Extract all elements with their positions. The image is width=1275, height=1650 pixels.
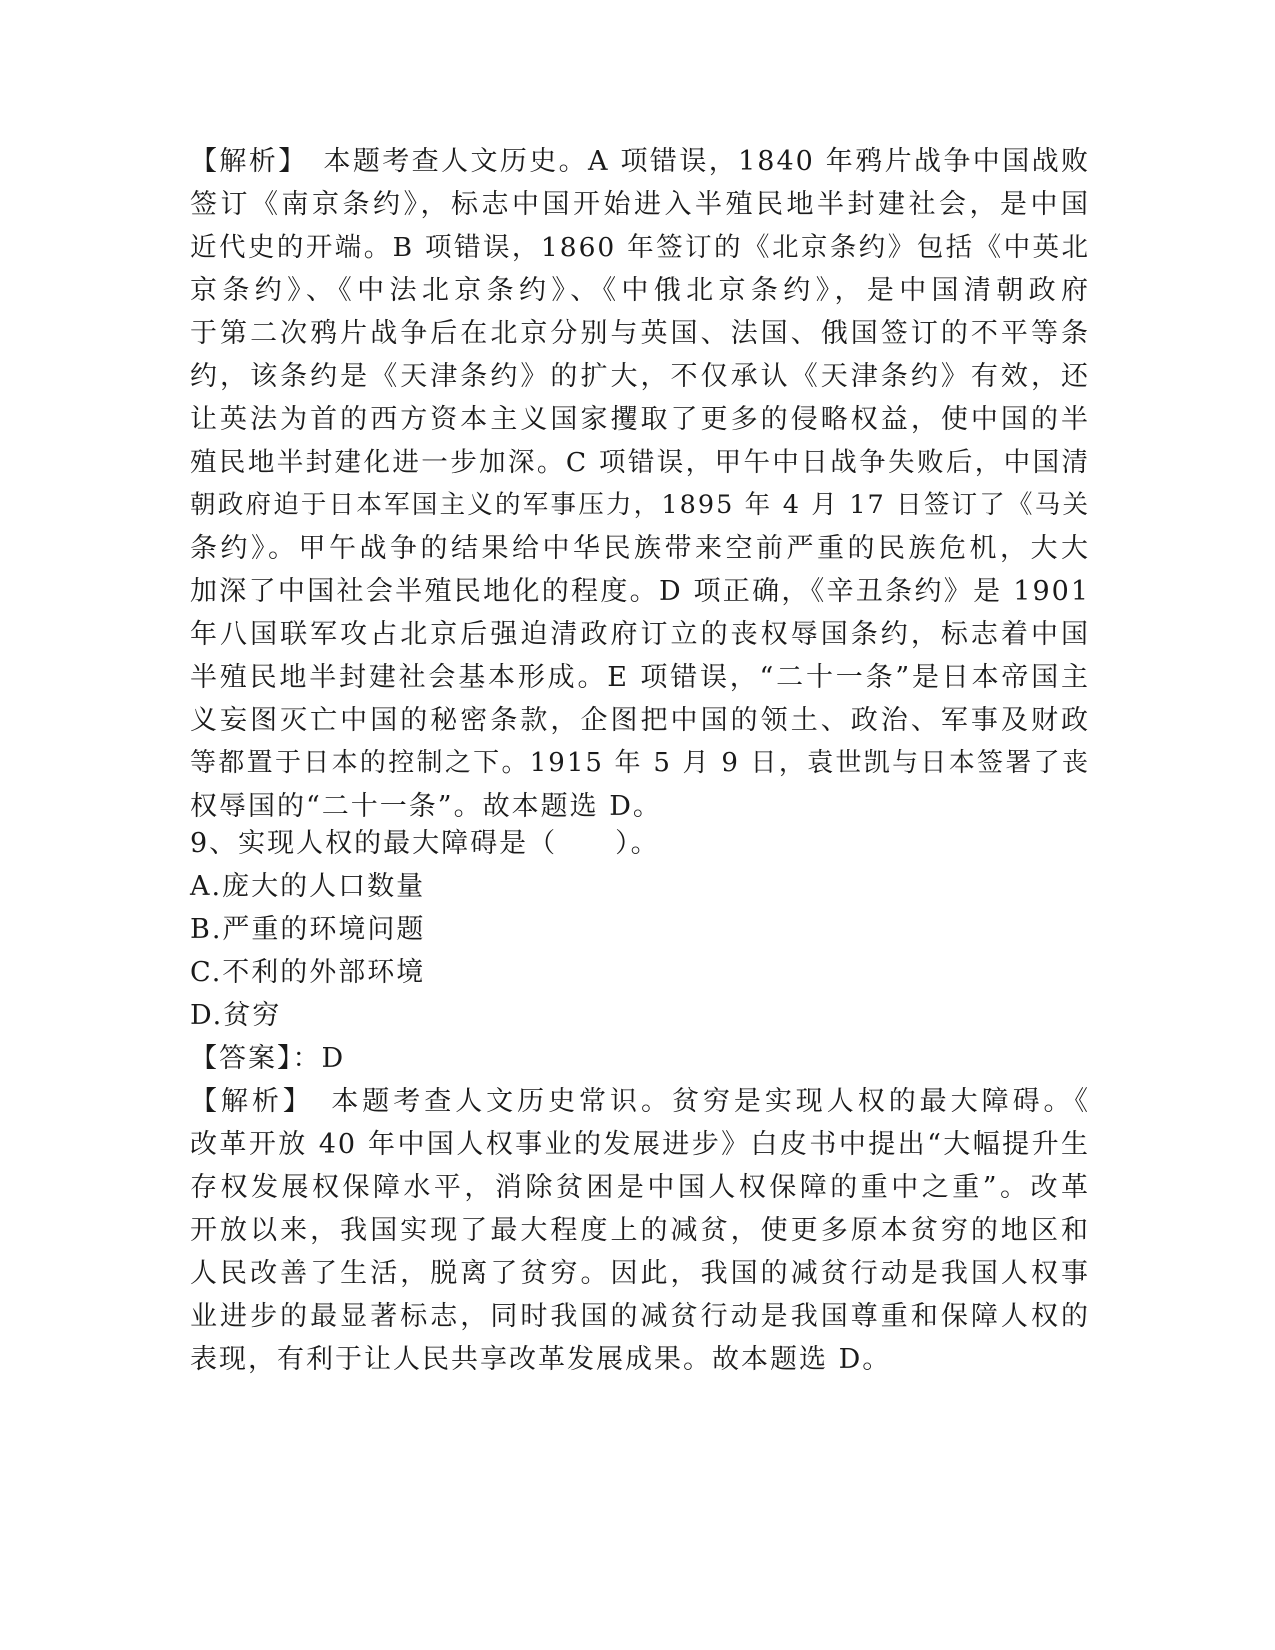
answer-line: 【答案】：D: [190, 1043, 346, 1074]
analysis-line: 开放以来，我国实现了最大程度上的减贫，使更多原本贫穷的地区和: [190, 1215, 1090, 1246]
analysis-line: 殖民地半封建化进一步加深。C 项错误，甲午中日战争失败后，中国清: [190, 447, 1090, 478]
analysis-line: 业进步的最显著标志，同时我国的减贫行动是我国尊重和保障人权的: [190, 1301, 1090, 1332]
analysis-8: [190, 140, 1090, 828]
analysis-line: 朝政府迫于日本军国主义的军事压力，1895 年 4 月 17 日签订了《马关: [190, 490, 1090, 520]
analysis-line: 条约》。甲午战争的结果给中华民族带来空前严重的民族危机，大大: [190, 533, 1090, 564]
option-a: A.庞大的人口数量: [190, 871, 426, 902]
analysis-line: 半殖民地半封建社会基本形成。E 项错误，“二十一条”是日本帝国主: [190, 662, 1090, 693]
question-9: [190, 822, 1090, 1381]
analysis-line: 签订《南京条约》，标志中国开始进入半殖民地半封建社会，是中国: [190, 189, 1090, 220]
analysis-line: 【解析】 本题考查人文历史。A 项错误，1840 年鸦片战争中国战败: [190, 146, 1090, 177]
option-c: C.不利的外部环境: [190, 957, 426, 988]
option-d: D.贫穷: [190, 1000, 282, 1031]
question-stem: 9、实现人权的最大障碍是（ ）。: [190, 828, 660, 859]
analysis-line: 加深了中国社会半殖民地化的程度。D 项正确，《辛丑条约》是 1901: [190, 576, 1090, 607]
analysis-line: 让英法为首的西方资本主义国家攫取了更多的侵略权益，使中国的半: [190, 404, 1090, 435]
analysis-line: 义妄图灭亡中国的秘密条款，企图把中国的领土、政治、军事及财政: [190, 705, 1090, 736]
analysis-line: 【解析】 本题考查人文历史常识。贫穷是实现人权的最大障碍。《: [190, 1086, 1090, 1117]
analysis-line: 存权发展权保障水平，消除贫困是中国人权保障的重中之重”。改革: [190, 1172, 1090, 1203]
analysis-line: 等都置于日本的控制之下。1915 年 5 月 9 日，袁世凯与日本签署了丧: [190, 748, 1090, 778]
analysis-line: 约，该条约是《天津条约》的扩大，不仅承认《天津条约》有效，还: [190, 361, 1090, 392]
analysis-line: 近代史的开端。B 项错误，1860 年签订的《北京条约》包括《中英北: [190, 232, 1090, 263]
analysis-line: 于第二次鸦片战争后在北京分别与英国、法国、俄国签订的不平等条: [190, 318, 1090, 349]
analysis-line: 京条约》、《中法北京条约》、《中俄北京条约》，是中国清朝政府: [190, 275, 1090, 306]
analysis-line: 人民改善了生活，脱离了贫穷。因此，我国的减贫行动是我国人权事: [190, 1258, 1090, 1289]
option-b: B.严重的环境问题: [190, 914, 426, 945]
analysis-line: 权辱国的“二十一条”。故本题选 D。: [190, 791, 662, 822]
analysis-line: 年八国联军攻占北京后强迫清政府订立的丧权辱国条约，标志着中国: [190, 619, 1090, 650]
analysis-line: 改革开放 40 年中国人权事业的发展进步》白皮书中提出“大幅提升生: [190, 1129, 1090, 1160]
analysis-line: 表现，有利于让人民共享改革发展成果。故本题选 D。: [190, 1344, 892, 1375]
